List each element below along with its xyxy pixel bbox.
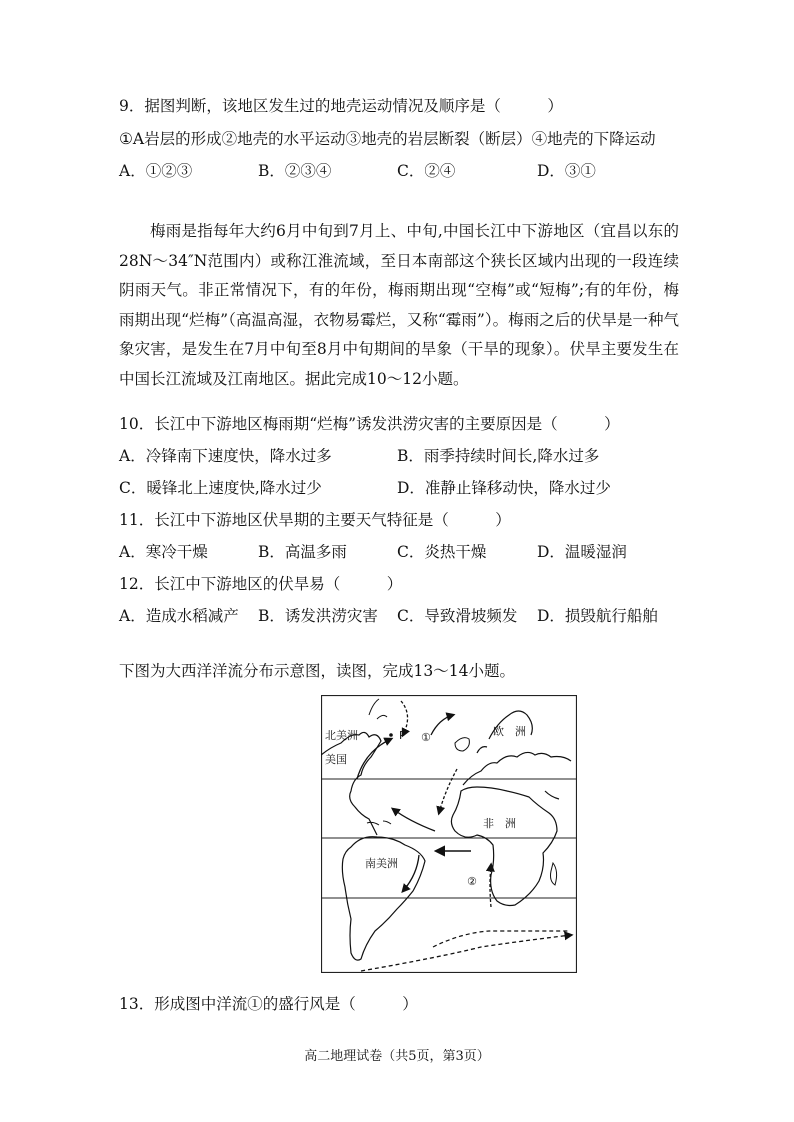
meiyu-passage: 梅雨是指每年大约6月中旬到7月上、中旬,中国长江中下游地区（宜昌以东的28N～34″N范围内）或称江淮流域，至日本南部这个狭长区域内出现的一段连续阴雨天气。非正常情况下，有的年份，梅雨期出现“空梅”或“短梅”;有的年份，梅雨期出现“烂梅”（高温高湿，衣物易霉烂，又称“霉雨”）。梅雨之后的伏旱是一种气象灾害，是发生在7月中旬至8月中旬期间的旱象（干旱的现象）。伏旱主要发生在中国长江流域及江南地区。据此完成10～12小题。 — [119, 222, 679, 388]
q10-stem: 10．长江中下游地区梅雨期“烂梅”诱发洪涝灾害的主要原因是（ ） — [119, 415, 620, 433]
label-africa: 非 洲 — [483, 817, 516, 830]
label-south-america: 南美洲 — [365, 857, 398, 870]
q11-option-a: A．寒冷干燥 — [119, 543, 208, 561]
label-p: P — [399, 729, 406, 742]
q9-option-a: A．①②③ — [119, 162, 193, 180]
page-footer: 高二地理试卷（共5页，第3页） — [304, 1049, 490, 1064]
q13-stem: 13．形成图中洋流①的盛行风是（ ） — [119, 995, 418, 1013]
map-intro: 下图为大西洋洋流分布示意图，读图，完成13～14小题。 — [119, 662, 515, 680]
q9-items: ①A岩层的形成②地壳的水平运动③地壳的岩层断裂（断层）④地壳的下降运动 — [119, 130, 656, 148]
q9-option-d: D．③① — [537, 162, 596, 180]
q10-option-b: B．雨季持续时间长,降水过多 — [397, 447, 600, 465]
q11-option-c: C．炎热干燥 — [397, 543, 487, 561]
point-p-marker — [389, 733, 393, 737]
q12-option-d: D．损毁航行船舶 — [537, 607, 658, 625]
q12-option-a: A．造成水稻减产 — [119, 607, 239, 625]
q9-option-c: C．②④ — [397, 162, 456, 180]
label-usa: 美国 — [325, 753, 347, 766]
q10-option-d: D．准静止锋移动快，降水过少 — [397, 479, 611, 497]
q11-stem: 11．长江中下游地区伏旱期的主要天气特征是（ ） — [119, 511, 511, 529]
q9-stem: 9．据图判断，该地区发生过的地壳运动情况及顺序是（ ） — [119, 97, 563, 115]
q12-option-b: B．诱发洪涝灾害 — [258, 607, 378, 625]
label-current-2: ② — [467, 875, 477, 888]
q10-option-a: A．冷锋南下速度快，降水过多 — [119, 447, 332, 465]
atlantic-current-map — [321, 695, 577, 973]
label-north-america: 北美洲 — [325, 729, 358, 742]
label-current-1: ① — [421, 731, 431, 744]
q12-stem: 12．长江中下游地区的伏旱易（ ） — [119, 575, 403, 593]
q10-option-c: C．暖锋北上速度快,降水过少 — [119, 479, 322, 497]
q11-option-d: D．温暖湿润 — [537, 543, 627, 561]
label-europe: 欧 洲 — [493, 725, 526, 738]
q12-option-c: C．导致滑坡频发 — [397, 607, 518, 625]
q11-option-b: B．高温多雨 — [258, 543, 347, 561]
q9-option-b: B．②③④ — [258, 162, 332, 180]
